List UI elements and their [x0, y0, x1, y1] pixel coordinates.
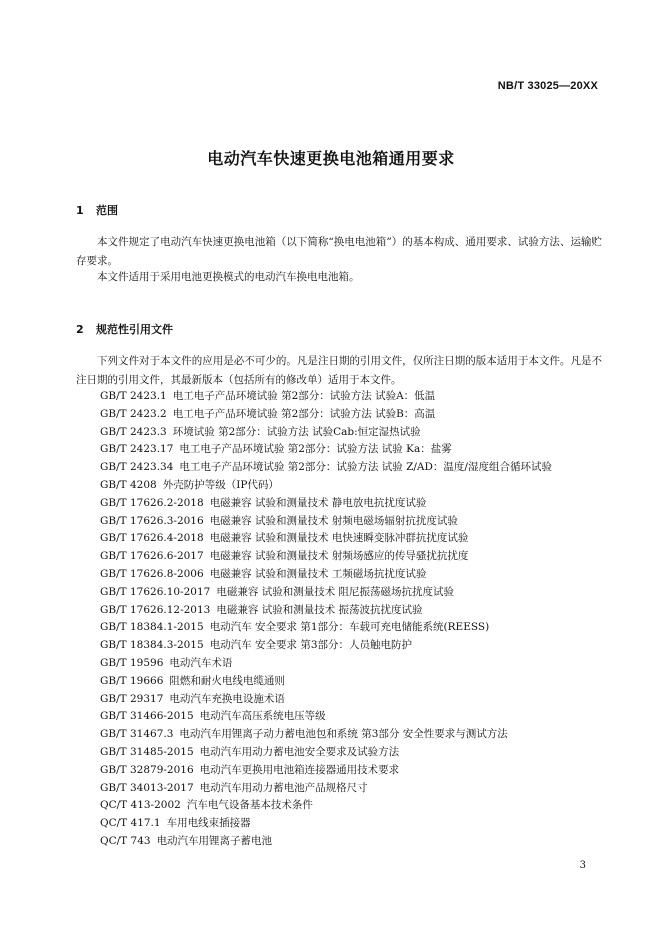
- reference-title: 电磁兼容 试验和测量技术 射频场感应的传导骚扰抗扰度: [209, 550, 469, 563]
- reference-title: 电工电子产品环境试验 第2部分：试验方法 试验 Ka：盐雾: [179, 443, 452, 456]
- references-intro-paragraph: 下列文件对于本文件的应用是必不可少的。凡是注日期的引用文件，仅所注日期的版本适用于本文件。凡是不注日期的引用文件，其最新版本（包括所有的修改单）适用于本文件。: [76, 355, 602, 386]
- reference-code: GB/T 31466-2015: [100, 710, 194, 723]
- section-title: 规范性引用文件: [96, 323, 173, 336]
- reference-code: QC/T 743: [100, 834, 151, 847]
- document-title: 电动汽车快速更换电池箱通用要求: [207, 149, 455, 168]
- reference-list: [100, 388, 610, 851]
- reference-title: 电磁兼容 试验和测量技术 电快速瞬变脉冲群抗扰度试验: [209, 532, 469, 545]
- reference-code: GB/T 18384.3-2015: [100, 639, 204, 652]
- reference-title: 环境试验 第2部分：试验方法 试验Cab:恒定湿热试验: [172, 425, 421, 438]
- reference-item: [100, 637, 610, 655]
- reference-title: 电磁兼容 试验和测量技术 振荡波抗扰度试验: [216, 603, 423, 616]
- reference-title: 电动汽车更换用电池箱连接器通用技术要求: [199, 763, 400, 776]
- reference-item: [100, 655, 610, 673]
- reference-code: GB/T 2423.17: [100, 443, 174, 456]
- reference-code: GB/T 17626.4-2018: [100, 532, 204, 545]
- scope-paragraph: 本文件适用于采用电池更换模式的电动汽车换电电池箱。: [97, 271, 360, 283]
- reference-item: [100, 673, 610, 691]
- reference-item: [100, 477, 610, 495]
- scope-paragraph: 本文件规定了电动汽车快速更换电池箱（以下简称“换电电池箱”）的基本构成、通用要求、试验方法、运输贮存要求。: [76, 236, 602, 267]
- reference-item: [100, 584, 610, 602]
- reference-title: 电动汽车用动力蓄电池产品规格尺寸: [199, 781, 368, 794]
- reference-title: 电工电子产品环境试验 第2部分：试验方法 试验 Z/AD：温度/湿度组合循环试验: [179, 461, 552, 474]
- reference-code: GB/T 17626.8-2006: [100, 567, 204, 580]
- reference-title: 阻燃和耐火电线电缆通则: [169, 674, 285, 687]
- reference-code: GB/T 31485-2015: [100, 745, 194, 758]
- reference-item: [100, 815, 610, 833]
- reference-code: QC/T 417.1: [100, 817, 161, 830]
- section-title: 范围: [96, 204, 118, 217]
- section-number: 1: [76, 204, 84, 217]
- reference-item: [100, 424, 610, 442]
- reference-title: 电磁兼容 试验和测量技术 阻尼振荡磁场抗扰度试验: [216, 585, 455, 598]
- reference-item: [100, 459, 610, 477]
- reference-code: GB/T 31467.3: [100, 728, 174, 741]
- reference-item: [100, 406, 610, 424]
- reference-code: GB/T 32879-2016: [100, 763, 194, 776]
- reference-item: [100, 530, 610, 548]
- reference-title: 电动汽车 安全要求 第3部分：人员触电防护: [209, 639, 413, 652]
- reference-code: GB/T 17626.12-2013: [100, 603, 211, 616]
- page-number: 3: [579, 860, 586, 871]
- reference-title: 电动汽车高压系统电压等级: [199, 710, 326, 723]
- reference-title: 电工电子产品环境试验 第2部分：试验方法 试验B：高温: [172, 407, 436, 420]
- reference-title: 电动汽车用锂离子动力蓄电池包和系统 第3部分 安全性要求与测试方法: [179, 728, 508, 741]
- reference-code: GB/T 19666: [100, 674, 164, 687]
- reference-item: [100, 566, 610, 584]
- reference-code: GB/T 2423.1: [100, 390, 167, 402]
- reference-item: [100, 726, 610, 744]
- reference-code: GB/T 17626.3-2016: [100, 514, 204, 527]
- reference-title: 电动汽车 安全要求 第1部分：车载可充电储能系统(REESS): [209, 621, 490, 634]
- reference-code: GB/T 17626.6-2017: [100, 550, 204, 563]
- reference-code: GB/T 2423.3: [100, 425, 167, 438]
- reference-title: 电磁兼容 试验和测量技术 射频电磁场辐射抗扰度试验: [209, 514, 458, 527]
- reference-code: GB/T 17626.10-2017: [100, 585, 211, 598]
- reference-item: [100, 388, 610, 406]
- reference-code: GB/T 17626.2-2018: [100, 496, 204, 509]
- reference-code: GB/T 19596: [100, 656, 164, 669]
- reference-title: 电磁兼容 试验和测量技术 静电放电抗扰度试验: [209, 496, 427, 509]
- section-heading-scope: [76, 202, 118, 218]
- reference-code: QC/T 413-2002: [100, 799, 181, 812]
- reference-item: [100, 797, 610, 815]
- reference-code: GB/T 2423.34: [100, 461, 174, 474]
- reference-title: 电动汽车用锂离子蓄电池: [156, 834, 273, 847]
- reference-item: [100, 441, 610, 459]
- section-number: 2: [76, 323, 84, 336]
- reference-code: GB/T 4208: [100, 478, 157, 491]
- reference-item: [100, 619, 610, 637]
- reference-item: [100, 780, 610, 798]
- reference-code: GB/T 34013-2017: [100, 781, 194, 794]
- reference-code: GB/T 2423.2: [100, 407, 167, 420]
- reference-item: [100, 548, 610, 566]
- reference-title: 电工电子产品环境试验 第2部分：试验方法 试验A：低温: [172, 390, 436, 402]
- reference-code: GB/T 18384.1-2015: [100, 621, 204, 634]
- reference-item: [100, 691, 610, 709]
- reference-title: 车用电线束插接器: [166, 817, 251, 830]
- reference-item: [100, 495, 610, 513]
- standard-number: NB/T 33025—20XX: [497, 80, 598, 92]
- reference-title: 汽车电气设备基本技术条件: [186, 799, 313, 812]
- reference-title: 电动汽车用动力蓄电池安全要求及试验方法: [199, 745, 400, 758]
- section-heading-normative-references: [76, 321, 173, 337]
- reference-item: [100, 762, 610, 780]
- reference-item: [100, 833, 610, 851]
- reference-title: 电磁兼容 试验和测量技术 工频磁场抗扰度试验: [209, 567, 427, 580]
- reference-item: [100, 744, 610, 762]
- reference-title: 电动汽车术语: [169, 656, 233, 669]
- reference-title: 外壳防护等级（IP代码）: [162, 478, 279, 491]
- reference-title: 电动汽车充换电设施术语: [169, 692, 285, 705]
- reference-item: [100, 513, 610, 531]
- reference-item: [100, 602, 610, 620]
- reference-item: [100, 708, 610, 726]
- reference-code: GB/T 29317: [100, 692, 164, 705]
